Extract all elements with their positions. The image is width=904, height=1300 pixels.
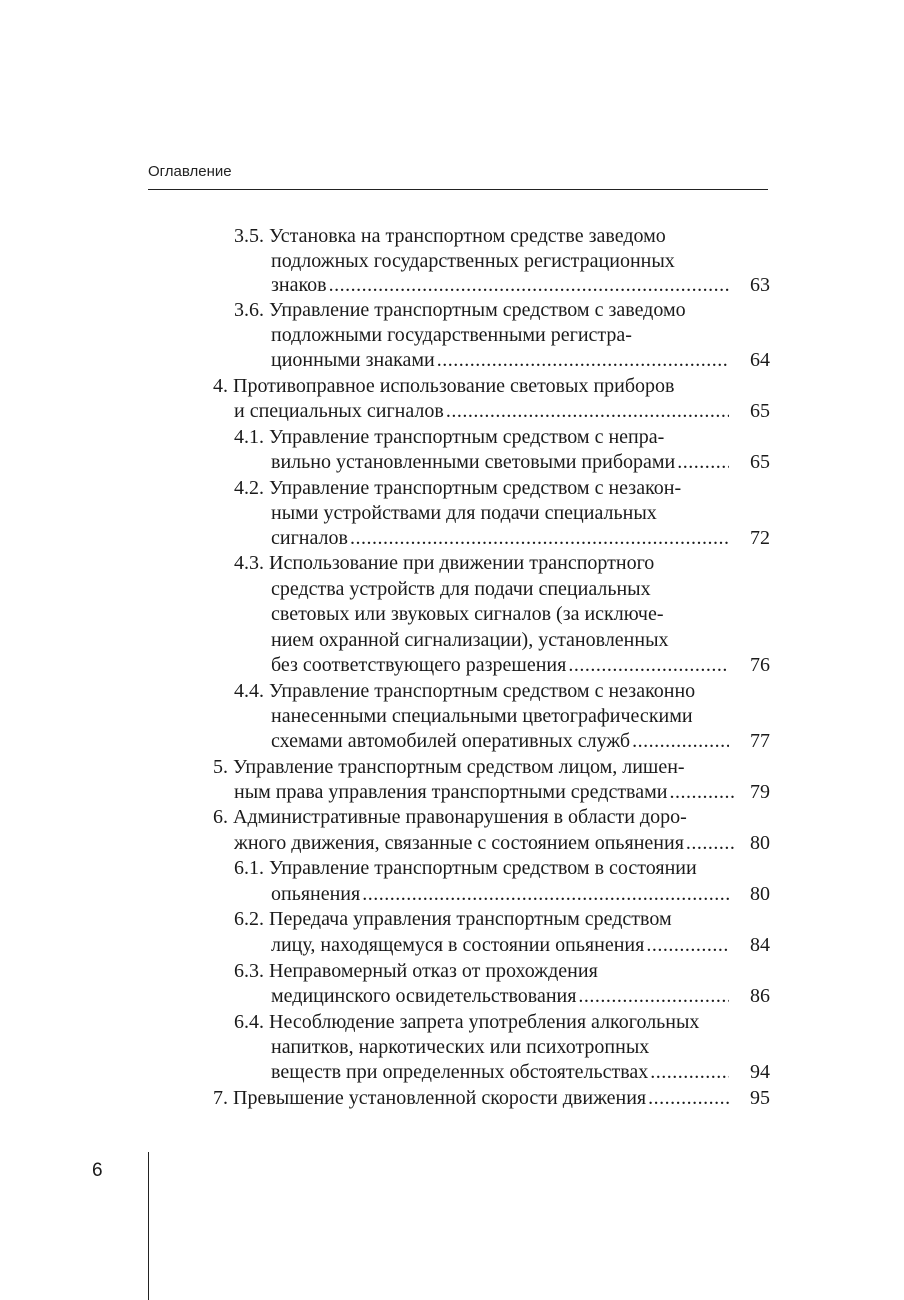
margin-rule [148,1152,149,1300]
toc-page-4-4: 77 [750,730,770,752]
toc-page-4: 65 [750,400,770,422]
toc-entry-4-3-line-1: 4.3. Использование при движении транспортного [234,552,655,574]
toc-entry-4-1-line-1: 4.1. Управление транспортным средством с непра- [234,426,665,448]
toc-entry-3-6-line-1: 3.6. Управление транспортным средством с заведомо [234,299,686,321]
toc-entry-4-line-1: 4. Противоправное использование световых приборов [213,375,675,397]
toc-entry-4-3-line-4: нием охранной сигнализации), установленных [271,629,669,651]
toc-entry-3-5-line-2: подложных государственных регистрационных [271,250,675,272]
toc-page-6-1: 80 [750,883,770,905]
toc-entry-6-1-line-1: 6.1. Управление транспортным средством в состоянии [234,857,697,879]
toc-entry-4-2-line-1: 4.2. Управление транспортным средством с незакон- [234,477,682,499]
toc-entry-4-line-2[interactable]: и специальных сигналов ..... [234,398,729,424]
toc-entry-6-3-line-1: 6.3. Неправомерный отказ от прохождения [234,960,598,982]
toc-page-4-2: 72 [750,527,770,549]
toc-page-6-3: 86 [750,985,770,1007]
toc-page-4-1: 65 [750,451,770,473]
toc-entry-6-1-line-2[interactable]: опьянения ..... [271,881,729,907]
toc-entry-6-4-line-3[interactable]: веществ при определенных обстоятельствах ..... [271,1059,729,1085]
toc-entry-3-5-line-3[interactable]: знаков ..... [271,272,729,298]
running-header: Оглавление [148,163,232,180]
toc-page-3-6: 64 [750,349,770,371]
toc-entry-4-4-line-2: нанесенными специальными цветографическими [271,705,693,727]
page-number: 6 [92,1160,103,1181]
toc-page-6-2: 84 [750,934,770,956]
toc-entry-5-line-2[interactable]: ным права управления транспортными средствами ..... [234,779,734,805]
toc-entry-4-3-line-2: средства устройств для подачи специальных [271,578,651,600]
toc-page-7: 95 [750,1087,770,1109]
toc-page-6: 80 [750,832,770,854]
toc-entry-6-line-1: 6. Административные правонарушения в области доро- [213,806,687,828]
toc-entry-6-4-line-2: напитков, наркотических или психотропных [271,1036,650,1058]
toc-page-4-3: 76 [750,654,770,676]
toc-entry-3-5-line-1: 3.5. Установка на транспортном средстве заведомо [234,225,666,247]
toc-entry-5-line-1: 5. Управление транспортным средством лицом, лишен- [213,756,685,778]
toc-entry-4-2-line-3[interactable]: сигналов ..... [271,525,729,551]
toc-page-3-5: 63 [750,274,770,296]
toc-page-6-4: 94 [750,1061,770,1083]
toc-entry-6-2-line-2[interactable]: лицу, находящемуся в состоянии опьянения ..... [271,932,729,958]
toc-entry-6-2-line-1: 6.2. Передача управления транспортным средством [234,908,672,930]
toc-entry-4-1-line-2[interactable]: вильно установленными световыми приборами ..... [271,449,729,475]
toc-entry-6-line-2[interactable]: жного движения, связанные с состоянием опьянения ..... [234,830,734,856]
toc-entry-6-4-line-1: 6.4. Несоблюдение запрета употребления алкогольных [234,1011,700,1033]
toc-entry-7-line-1[interactable]: 7. Превышение установленной скорости движения ..... [213,1085,729,1111]
toc-entry-4-4-line-3[interactable]: схемами автомобилей оперативных служб ..... [271,728,729,754]
toc-entry-4-3-line-3: световых или звуковых сигналов (за исключе- [271,603,664,625]
toc-entry-4-2-line-2: ными устройствами для подачи специальных [271,502,657,524]
toc-entry-3-6-line-3[interactable]: ционными знаками ..... [271,347,729,373]
toc-entry-4-3-line-5[interactable]: без соответствующего разрешения ..... [271,652,729,678]
toc-entry-3-6-line-2: подложными государственными регистра- [271,324,632,346]
toc-entry-4-4-line-1: 4.4. Управление транспортным средством с незаконно [234,680,696,702]
toc-page-5: 79 [750,781,770,803]
toc-entry-6-3-line-2[interactable]: медицинского освидетельствования ..... [271,983,729,1009]
